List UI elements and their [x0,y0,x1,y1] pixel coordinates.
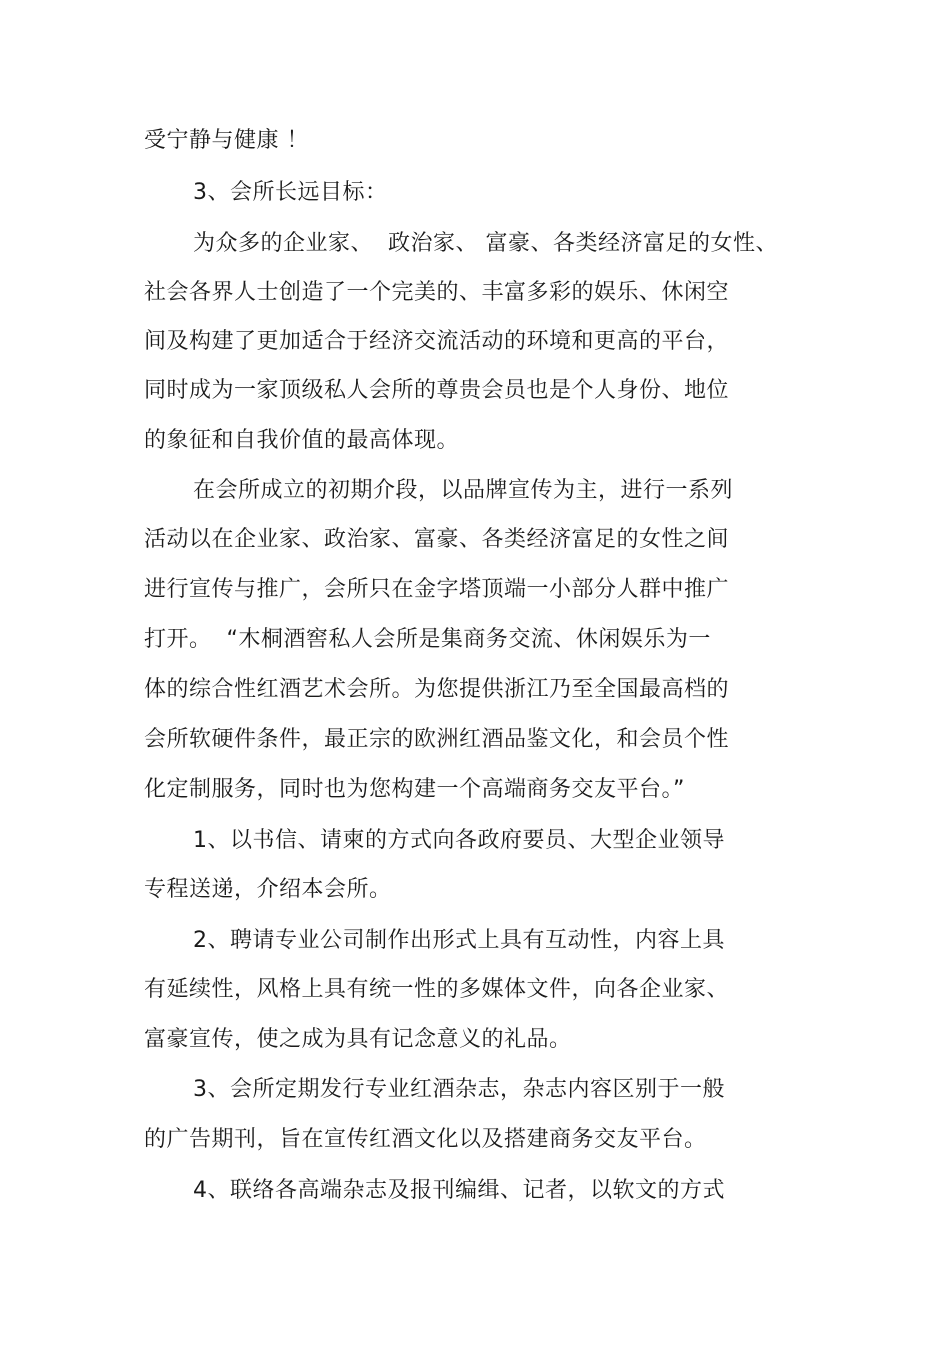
text-line: 为众多的企业家、 政治家、 富豪、各类经济富足的女性、 [193,231,778,256]
text-line: 进行宣传与推广，会所只在金字塔顶端一小部分人群中推广 [144,577,730,602]
text-line: 的广告期刊，旨在宣传红酒文化以及搭建商务交友平台。 [144,1127,707,1152]
text-line: 在会所成立的初期介段，以品牌宣传为主，进行一系列 [193,478,734,503]
text-line: 会所软硬件条件，最正宗的欧洲红酒品鉴文化，和会员个性 [144,727,730,752]
list-item-1: 1、以书信、请柬的方式向各政府要员、大型企业领导 [193,828,725,853]
text-line: 受宁静与健康 ！ [144,128,309,153]
text-line: 化定制服务，同时也为您构建一个高端商务交友平台。” [144,777,685,802]
text-line: 社会各界人士创造了一个完美的、丰富多彩的娱乐、休闲空 [144,280,730,305]
text-line: 富豪宣传，使之成为具有记念意义的礼品。 [144,1027,572,1052]
text-line: 活动以在企业家、政治家、富豪、各类经济富足的女性之间 [144,527,730,552]
text-line: 间及构建了更加适合于经济交流活动的环境和更高的平台， [144,329,730,354]
text-line: 专程送递，介绍本会所。 [144,877,392,902]
text-line: 打开。 “木桐酒窖私人会所是集商务交流、休闲娱乐为一 [144,627,711,652]
section-heading: 3、会所长远目标： [193,180,388,205]
text-line: 同时成为一家顶级私人会所的尊贵会员也是个人身份、地位 [144,378,730,403]
text-line: 体的综合性红酒艺术会所。为您提供浙江乃至全国最高档的 [144,677,730,702]
list-item-4: 4、联络各高端杂志及报刊编缉、记者，以软文的方式 [193,1178,725,1203]
list-item-3: 3、会所定期发行专业红酒杂志，杂志内容区别于一般 [193,1077,725,1102]
list-item-2: 2、聘请专业公司制作出形式上具有互动性，内容上具 [193,928,725,953]
text-line: 有延续性，风格上具有统一性的多媒体文件，向各企业家、 [144,977,730,1002]
text-line: 的象征和自我价值的最高体现。 [144,428,460,453]
